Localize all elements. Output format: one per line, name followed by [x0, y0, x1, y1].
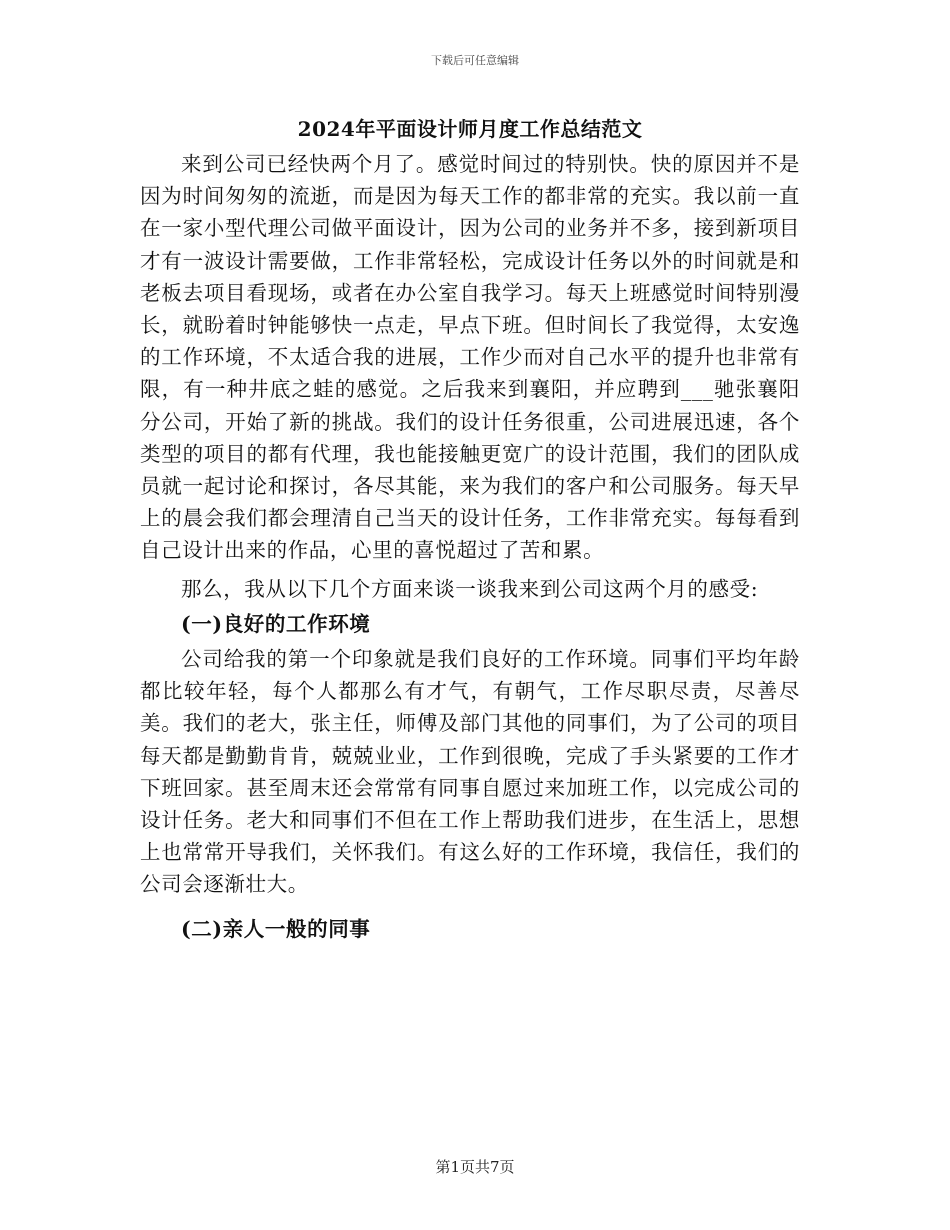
- section-heading-colleagues: (二)亲人一般的同事: [181, 916, 371, 941]
- page-header-note: 下载后可任意编辑: [431, 54, 519, 67]
- document-body: [140, 114, 800, 948]
- section-heading-work-environment: (一)良好的工作环境: [181, 611, 371, 636]
- page-footer-indicator: 第1页共7页: [435, 1158, 515, 1176]
- document-title: 2024年平面设计师月度工作总结范文: [297, 117, 643, 141]
- paragraph-intro: 来到公司已经快两个月了。感觉时间过的特别快。快的原因并不是因为时间匆匆的流逝，而是因为每天工作的都非常的充实。我以前一直在一家小型代理公司做平面设计，因为公司的业务并不多，接到新项目才有一波设计需要做，工作非常轻松，完成设计任务以外的时间就是和老板去项目看现场，或者在办公室自我学习。每天上班感觉时间特别漫长，就盼着时钟能够快一点走，早点下班。但时间长了我觉得，太安逸的工作环境，不太适合我的进展，工作少而对自己水平的提升也非常有限，有一种井底之蛙的感觉。之后我来到襄阳，并应聘到___驰张襄阳分公司，开始了新的挑战。我们的设计任务很重，公司进展迅速，各个类型的项目的都有代理，我也能接触更宽广的设计范围，我们的团队成员就一起讨论和探讨，各尽其能，来为我们的客户和公司服务。每天早上的晨会我们都会理清自己当天的设计任务，工作非常充实。每每看到自己设计出来的作品，心里的喜悦超过了苦和累。: [140, 152, 800, 563]
- paragraph-work-environment: 公司给我的第一个印象就是我们良好的工作环境。同事们平均年龄都比较年轻，每个人都那么有才气，有朝气，工作尽职尽责，尽善尽美。我们的老大，张主任，师傅及部门其他的同事们，为了公司的项目每天都是勤勤肯肯，兢兢业业，工作到很晚，完成了手头紧要的工作才下班回家。甚至周末还会常常有同事自愿过来加班工作，以完成公司的设计任务。老大和同事们不但在工作上帮助我们进步，在生活上，思想上也常常开导我们，关怀我们。有这么好的工作环境，我信任，我们的公司会逐渐壮大。: [140, 647, 800, 897]
- paragraph-overview: 那么，我从以下几个方面来谈一谈我来到公司这两个月的感受:: [181, 576, 759, 601]
